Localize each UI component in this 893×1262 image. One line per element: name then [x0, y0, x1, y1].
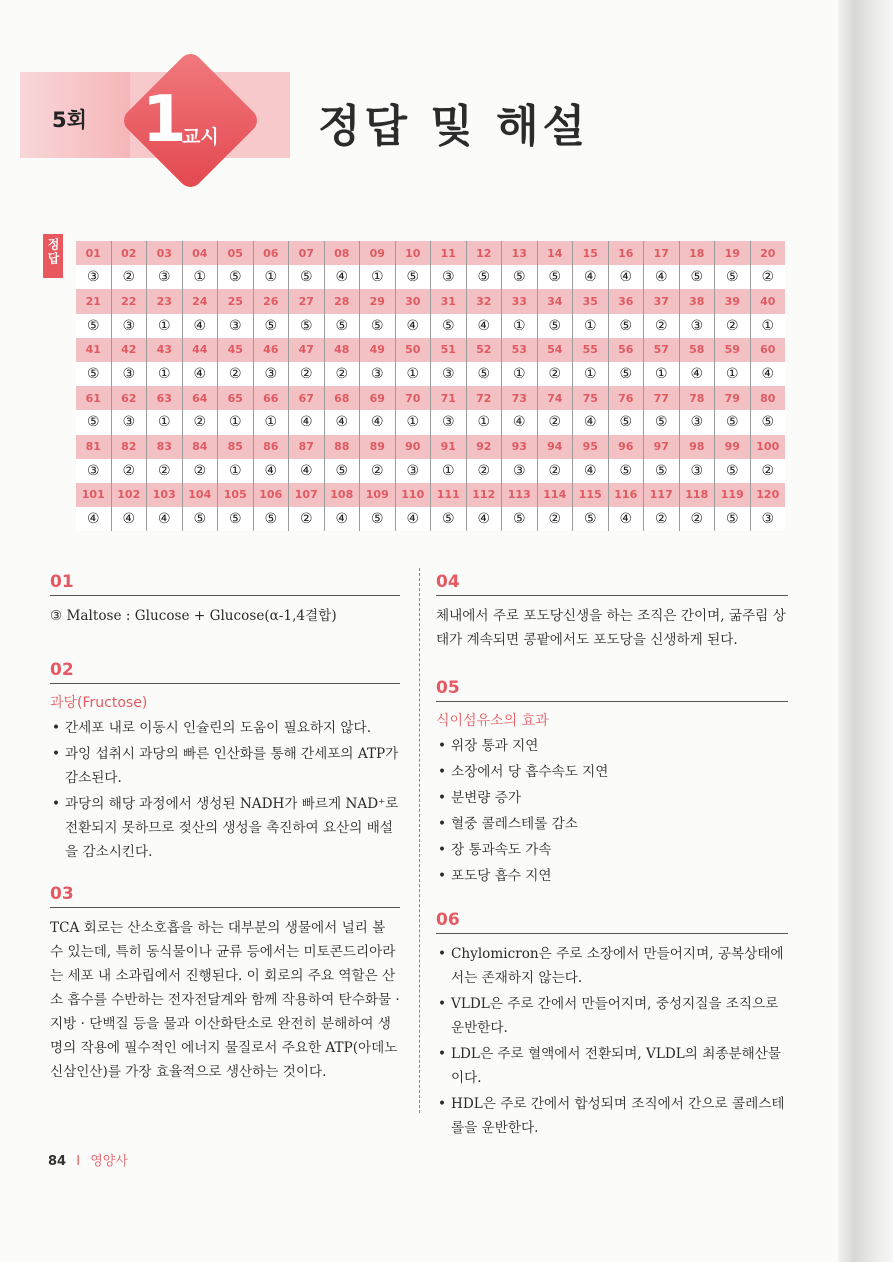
answer-value-cell: ④ [608, 507, 644, 531]
book-title: 영양사 [90, 1154, 128, 1169]
answer-number-cell: 109 [360, 483, 396, 507]
answer-value-cell: ③ [502, 459, 538, 483]
answer-value-cell: ③ [679, 314, 715, 338]
question-number: 01 [50, 572, 400, 596]
answer-number-cell: 105 [218, 483, 254, 507]
answer-number-cell: 82 [111, 435, 147, 459]
answer-number-row [76, 289, 785, 313]
answer-value-cell: ④ [289, 410, 325, 434]
answer-value-cell: ④ [76, 507, 111, 531]
answer-number-cell: 27 [289, 289, 325, 313]
answer-number-cell: 98 [679, 435, 715, 459]
answer-number-cell: 44 [182, 338, 218, 362]
answer-value-cell: ③ [218, 314, 254, 338]
answer-value-cell: ② [644, 314, 680, 338]
answer-number-cell: 57 [644, 338, 680, 362]
answer-number-cell: 102 [111, 483, 147, 507]
answer-value-cell: ② [466, 459, 502, 483]
answer-value-cell: ④ [679, 362, 715, 386]
answer-value-cell: ② [111, 459, 147, 483]
answer-value-cell: ⑤ [253, 507, 289, 531]
bullet-item: • LDL은 주로 혈액에서 전환되며, VLDL의 최종분해산물이다. [436, 1042, 788, 1090]
answer-value-cell: ④ [324, 410, 360, 434]
answer-value-cell: ② [218, 362, 254, 386]
answer-number-cell: 07 [289, 241, 325, 265]
question-05 [436, 678, 788, 890]
answer-value-cell: ② [750, 459, 785, 483]
answer-number-cell: 81 [76, 435, 111, 459]
answer-value-cell: ④ [182, 314, 218, 338]
answer-value-cell: ③ [253, 362, 289, 386]
question-heading: 과당(Fructose) [50, 695, 148, 711]
answer-value-cell: ④ [253, 459, 289, 483]
answer-value-cell: ② [324, 362, 360, 386]
question-04 [436, 572, 788, 652]
answer-value-cell: ② [182, 459, 218, 483]
answer-number-cell: 40 [750, 289, 785, 313]
answer-table [76, 241, 785, 531]
answer-number-cell: 92 [466, 435, 502, 459]
question-number: 03 [50, 884, 400, 908]
answer-value-cell: ⑤ [395, 265, 431, 289]
answer-value-cell: ② [715, 314, 751, 338]
question-01 [50, 572, 400, 628]
answer-value-cell: ④ [182, 362, 218, 386]
question-number: 04 [436, 572, 788, 596]
answer-number-cell: 69 [360, 386, 396, 410]
answer-number-cell: 25 [218, 289, 254, 313]
period-label: 교시 [182, 126, 219, 148]
answer-value-cell: ② [111, 265, 147, 289]
answer-number-cell: 65 [218, 386, 254, 410]
answer-value-cell: ⑤ [324, 459, 360, 483]
answer-value-cell: ① [502, 362, 538, 386]
answer-value-cell: ② [644, 507, 680, 531]
answer-number-row [76, 483, 785, 507]
answer-number-cell: 72 [466, 386, 502, 410]
question-text: TCA 회로는 산소호흡을 하는 대부분의 생물에서 널리 볼 수 있는데, 특히 동식물이나 균류 등에서는 미토콘드리아라는 세포 내 소과립에서 진행된다. 이 회로의 주요 역할은 산소 흡수를 수반하는 전자전달계와 함께 작용하여 탄수화물 · 지방 · 단백질 등을 물과 이산화탄소로 완전히 분해하여 생명의 작용에 필수적인 에너지 물질로서 주요한 ATP(아데노신삼인산)를 가장 효율적으로 생산하는 것이다. [50, 920, 400, 1080]
answer-number-cell: 73 [502, 386, 538, 410]
answer-number-cell: 78 [679, 386, 715, 410]
answer-number-cell: 115 [573, 483, 609, 507]
answer-value-cell: ⑤ [715, 507, 751, 531]
answer-value-cell: ⑤ [502, 265, 538, 289]
column-divider [419, 568, 420, 1113]
answer-value-cell: ④ [111, 507, 147, 531]
answer-number-cell: 38 [679, 289, 715, 313]
answer-value-cell: ① [644, 362, 680, 386]
answer-value-cell: ① [395, 410, 431, 434]
answer-value-cell: ① [218, 410, 254, 434]
answer-value-cell: ③ [76, 265, 111, 289]
answer-number-cell: 21 [76, 289, 111, 313]
answer-number-cell: 80 [750, 386, 785, 410]
answer-number-cell: 76 [608, 386, 644, 410]
answer-value-cell: ③ [111, 410, 147, 434]
answer-value-row [76, 362, 785, 386]
answer-value-cell: ⑤ [466, 265, 502, 289]
answer-value-cell: ④ [750, 362, 785, 386]
answer-number-cell: 06 [253, 241, 289, 265]
answer-number-cell: 100 [750, 435, 785, 459]
answer-value-cell: ⑤ [715, 265, 751, 289]
answer-number-cell: 83 [147, 435, 183, 459]
answer-value-cell: ⑤ [289, 265, 325, 289]
answer-value-cell: ⑤ [431, 314, 467, 338]
answer-value-cell: ⑤ [324, 314, 360, 338]
answer-value-cell: ④ [644, 265, 680, 289]
answer-value-cell: ⑤ [76, 314, 111, 338]
answer-number-cell: 31 [431, 289, 467, 313]
answer-number-cell: 117 [644, 483, 680, 507]
answer-value-cell: ⑤ [608, 362, 644, 386]
answer-number-cell: 60 [750, 338, 785, 362]
question-text: 체내에서 주로 포도당신생을 하는 조직은 간이며, 굶주림 상태가 계속되면 콩팥에서도 포도당을 신생하게 된다. [436, 608, 786, 648]
answer-value-cell: ① [360, 265, 396, 289]
answer-number-cell: 14 [537, 241, 573, 265]
answer-tag-text: 정답 [46, 238, 60, 266]
answer-number-cell: 33 [502, 289, 538, 313]
answer-value-cell: ⑤ [537, 314, 573, 338]
answer-value-cell: ⑤ [76, 362, 111, 386]
bullet-item: • 위장 통과 지연 [436, 734, 788, 758]
answer-number-cell: 87 [289, 435, 325, 459]
answer-value-cell: ① [466, 410, 502, 434]
answer-value-cell: ⑤ [360, 314, 396, 338]
answer-value-cell: ② [289, 507, 325, 531]
bullet-item: • 분변량 증가 [436, 786, 788, 810]
bullet-item: • 혈중 콜레스테롤 감소 [436, 812, 788, 836]
answer-number-cell: 84 [182, 435, 218, 459]
answer-value-cell: ③ [679, 459, 715, 483]
answer-number-cell: 19 [715, 241, 751, 265]
answer-value-cell: ② [289, 362, 325, 386]
answer-value-cell: ① [715, 362, 751, 386]
question-number: 02 [50, 660, 400, 684]
answer-value-cell: ⑤ [431, 507, 467, 531]
answer-value-cell: ① [218, 459, 254, 483]
answer-number-cell: 111 [431, 483, 467, 507]
answer-number-cell: 32 [466, 289, 502, 313]
answer-number-row [76, 338, 785, 362]
answer-value-cell: ④ [289, 459, 325, 483]
answer-value-cell: ① [253, 265, 289, 289]
answer-value-cell: ④ [360, 410, 396, 434]
answer-value-cell: ⑤ [537, 265, 573, 289]
answer-value-cell: ④ [573, 459, 609, 483]
question-02 [50, 660, 400, 866]
answer-value-cell: ⑤ [573, 507, 609, 531]
answer-value-row [76, 410, 785, 434]
answer-value-cell: ④ [324, 507, 360, 531]
answer-number-cell: 103 [147, 483, 183, 507]
answer-number-cell: 68 [324, 386, 360, 410]
answer-value-cell: ⑤ [253, 314, 289, 338]
footer-separator: I [76, 1154, 81, 1169]
answer-value-cell: ② [147, 459, 183, 483]
answer-value-cell: ③ [111, 314, 147, 338]
answer-number-cell: 71 [431, 386, 467, 410]
answer-value-cell: ① [147, 314, 183, 338]
answer-number-cell: 95 [573, 435, 609, 459]
answer-number-cell: 22 [111, 289, 147, 313]
answer-value-cell: ② [537, 410, 573, 434]
answer-number-cell: 108 [324, 483, 360, 507]
answer-number-cell: 43 [147, 338, 183, 362]
bullet-item: • 간세포 내로 이동시 인슐린의 도움이 필요하지 않다. [50, 716, 400, 740]
answer-value-cell: ① [147, 410, 183, 434]
answer-number-cell: 77 [644, 386, 680, 410]
answer-value-cell: ⑤ [679, 265, 715, 289]
period-number: 1 [142, 83, 187, 157]
answer-number-cell: 119 [715, 483, 751, 507]
answer-number-cell: 47 [289, 338, 325, 362]
answer-value-cell: ③ [111, 362, 147, 386]
answer-value-cell: ① [253, 410, 289, 434]
answer-value-cell: ① [431, 459, 467, 483]
answer-number-cell: 58 [679, 338, 715, 362]
answer-value-cell: ⑤ [608, 314, 644, 338]
answer-number-cell: 13 [502, 241, 538, 265]
answer-value-cell: ⑤ [502, 507, 538, 531]
answer-number-cell: 97 [644, 435, 680, 459]
answer-value-cell: ④ [395, 314, 431, 338]
answer-number-cell: 45 [218, 338, 254, 362]
answer-value-cell: ④ [466, 507, 502, 531]
answer-number-cell: 02 [111, 241, 147, 265]
answer-number-cell: 91 [431, 435, 467, 459]
answer-number-cell: 93 [502, 435, 538, 459]
answer-value-cell: ② [537, 362, 573, 386]
answer-number-cell: 11 [431, 241, 467, 265]
answer-number-cell: 52 [466, 338, 502, 362]
answer-number-cell: 36 [608, 289, 644, 313]
answer-value-cell: ⑤ [289, 314, 325, 338]
answer-number-cell: 89 [360, 435, 396, 459]
bullet-item: • Chylomicron은 주로 소장에서 만들어지며, 공복상태에서는 존재하지 않는다. [436, 942, 788, 990]
answer-value-cell: ⑤ [466, 362, 502, 386]
answer-number-row [76, 241, 785, 265]
answer-value-cell: ③ [395, 459, 431, 483]
answer-number-cell: 66 [253, 386, 289, 410]
answer-value-cell: ③ [76, 459, 111, 483]
answer-value-cell: ④ [466, 314, 502, 338]
answer-value-cell: ① [502, 314, 538, 338]
answer-number-cell: 107 [289, 483, 325, 507]
answer-value-cell: ① [573, 362, 609, 386]
answer-number-cell: 29 [360, 289, 396, 313]
answer-tag [43, 234, 63, 278]
question-number: 05 [436, 678, 788, 702]
answer-value-cell: ④ [395, 507, 431, 531]
answer-number-cell: 55 [573, 338, 609, 362]
answer-value-row [76, 507, 785, 531]
answer-number-cell: 90 [395, 435, 431, 459]
answer-number-cell: 20 [750, 241, 785, 265]
bullet-item: • 포도당 흡수 지연 [436, 864, 788, 888]
answer-number-cell: 113 [502, 483, 538, 507]
answer-number-cell: 54 [537, 338, 573, 362]
answer-number-cell: 42 [111, 338, 147, 362]
answer-value-row [76, 265, 785, 289]
answer-number-cell: 79 [715, 386, 751, 410]
answer-number-cell: 09 [360, 241, 396, 265]
question-03 [50, 884, 400, 1084]
answer-number-cell: 63 [147, 386, 183, 410]
answer-value-cell: ⑤ [715, 459, 751, 483]
answer-number-cell: 18 [679, 241, 715, 265]
page-footer [48, 1150, 128, 1169]
answer-number-cell: 112 [466, 483, 502, 507]
answer-number-cell: 39 [715, 289, 751, 313]
answer-value-cell: ④ [147, 507, 183, 531]
bullet-item: • HDL은 주로 간에서 합성되며 조직에서 간으로 콜레스테롤을 운반한다. [436, 1092, 788, 1140]
answer-number-cell: 49 [360, 338, 396, 362]
answer-number-cell: 70 [395, 386, 431, 410]
answer-number-cell: 94 [537, 435, 573, 459]
answer-number-cell: 61 [76, 386, 111, 410]
bullet-item: • 장 통과속도 가속 [436, 838, 788, 862]
answer-number-cell: 118 [679, 483, 715, 507]
answer-value-cell: ④ [324, 265, 360, 289]
question-06 [436, 910, 788, 1142]
answer-number-cell: 15 [573, 241, 609, 265]
bullet-item: • 소장에서 당 흡수속도 지연 [436, 760, 788, 784]
answer-number-cell: 24 [182, 289, 218, 313]
answer-value-cell: ④ [573, 410, 609, 434]
answer-number-cell: 53 [502, 338, 538, 362]
question-heading: 식이섬유소의 효과 [436, 713, 549, 729]
answer-number-cell: 106 [253, 483, 289, 507]
answer-value-cell: ③ [750, 507, 785, 531]
answer-number-cell: 110 [395, 483, 431, 507]
answer-value-cell: ④ [502, 410, 538, 434]
bullet-list [50, 716, 400, 864]
answer-number-cell: 75 [573, 386, 609, 410]
answer-number-cell: 99 [715, 435, 751, 459]
answer-number-cell: 08 [324, 241, 360, 265]
answer-value-row [76, 314, 785, 338]
answer-value-cell: ⑤ [644, 459, 680, 483]
answer-value-cell: ② [182, 410, 218, 434]
answer-number-cell: 30 [395, 289, 431, 313]
answer-number-cell: 05 [218, 241, 254, 265]
answer-number-cell: 16 [608, 241, 644, 265]
answer-number-cell: 67 [289, 386, 325, 410]
period-diamond [108, 38, 273, 203]
answer-number-cell: 88 [324, 435, 360, 459]
answer-value-cell: ④ [573, 265, 609, 289]
answer-number-cell: 34 [537, 289, 573, 313]
answer-number-cell: 59 [715, 338, 751, 362]
answer-number-cell: 62 [111, 386, 147, 410]
answer-value-row [76, 459, 785, 483]
answer-value-cell: ② [537, 507, 573, 531]
answer-value-cell: ③ [360, 362, 396, 386]
answer-number-cell: 101 [76, 483, 111, 507]
answer-number-cell: 28 [324, 289, 360, 313]
answer-number-cell: 96 [608, 435, 644, 459]
answer-number-cell: 17 [644, 241, 680, 265]
bullet-item: • VLDL은 주로 간에서 만들어지며, 중성지질을 조직으로 운반한다. [436, 992, 788, 1040]
answer-value-cell: ② [750, 265, 785, 289]
answer-number-cell: 12 [466, 241, 502, 265]
answer-number-cell: 64 [182, 386, 218, 410]
answer-number-cell: 04 [182, 241, 218, 265]
answer-number-cell: 48 [324, 338, 360, 362]
answer-number-cell: 46 [253, 338, 289, 362]
answer-value-cell: ③ [431, 410, 467, 434]
answer-value-cell: ⑤ [218, 507, 254, 531]
answer-value-cell: ① [573, 314, 609, 338]
answer-value-cell: ① [750, 314, 785, 338]
answer-value-cell: ⑤ [644, 410, 680, 434]
bullet-list [436, 942, 788, 1140]
page-title: 정답 및 해설 [318, 101, 590, 152]
answer-number-cell: 74 [537, 386, 573, 410]
answer-number-row [76, 386, 785, 410]
answer-value-cell: ⑤ [608, 410, 644, 434]
answer-value-cell: ① [395, 362, 431, 386]
question-text: ③ Maltose : Glucose + Glucose(α-1,4결합) [50, 608, 337, 624]
answer-number-cell: 114 [537, 483, 573, 507]
answer-number-cell: 86 [253, 435, 289, 459]
answer-value-cell: ⑤ [76, 410, 111, 434]
answer-value-cell: ② [360, 459, 396, 483]
answer-value-cell: ④ [608, 265, 644, 289]
question-number: 06 [436, 910, 788, 934]
answer-value-cell: ⑤ [218, 265, 254, 289]
answer-number-cell: 23 [147, 289, 183, 313]
answer-value-cell: ③ [679, 410, 715, 434]
answer-number-cell: 01 [76, 241, 111, 265]
answer-value-cell: ⑤ [608, 459, 644, 483]
answer-value-cell: ⑤ [360, 507, 396, 531]
answer-number-cell: 41 [76, 338, 111, 362]
answer-number-cell: 26 [253, 289, 289, 313]
answer-number-cell: 10 [395, 241, 431, 265]
bullet-item: • 과잉 섭취시 과당의 빠른 인산화를 통해 간세포의 ATP가 감소된다. [50, 742, 400, 790]
answer-value-cell: ③ [431, 362, 467, 386]
answer-number-cell: 116 [608, 483, 644, 507]
answer-value-cell: ⑤ [182, 507, 218, 531]
page-edge-shadow [838, 0, 893, 1262]
answer-number-cell: 56 [608, 338, 644, 362]
answer-value-cell: ⑤ [750, 410, 785, 434]
answer-value-cell: ② [679, 507, 715, 531]
answer-number-cell: 85 [218, 435, 254, 459]
page-number: 84 [48, 1154, 67, 1169]
answer-value-cell: ⑤ [715, 410, 751, 434]
bullet-list [436, 734, 788, 888]
answer-value-cell: ③ [147, 265, 183, 289]
answer-number-cell: 120 [750, 483, 785, 507]
answer-value-cell: ③ [431, 265, 467, 289]
session-label: 5회 [52, 108, 87, 132]
answer-number-cell: 50 [395, 338, 431, 362]
answer-value-cell: ② [537, 459, 573, 483]
answer-number-row [76, 435, 785, 459]
answer-value-cell: ① [182, 265, 218, 289]
answer-number-cell: 37 [644, 289, 680, 313]
answer-number-cell: 35 [573, 289, 609, 313]
bullet-item: • 과당의 해당 과정에서 생성된 NADH가 빠르게 NAD⁺로 전환되지 못하므로 젖산의 생성을 촉진하여 요산의 배설을 감소시킨다. [50, 792, 400, 864]
answer-value-cell: ① [147, 362, 183, 386]
answer-number-cell: 03 [147, 241, 183, 265]
answer-number-cell: 51 [431, 338, 467, 362]
answer-number-cell: 104 [182, 483, 218, 507]
